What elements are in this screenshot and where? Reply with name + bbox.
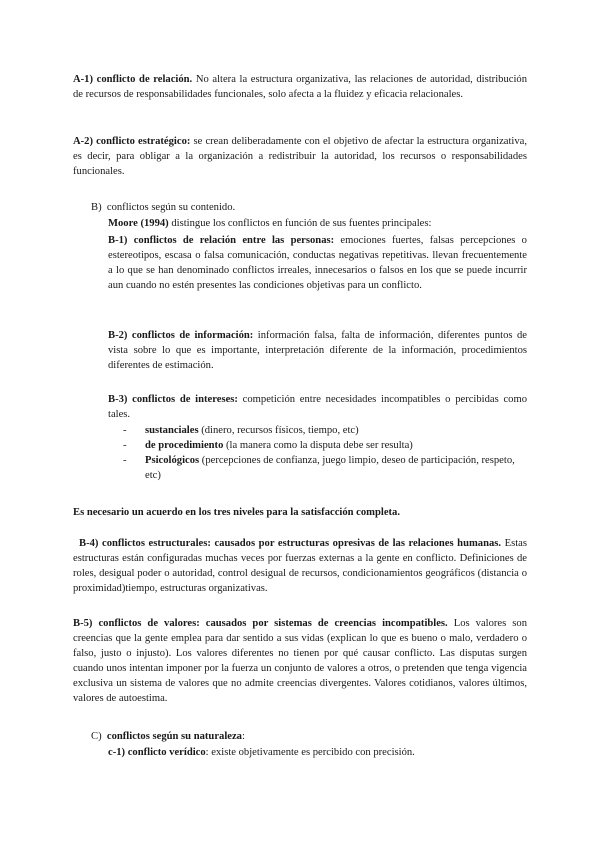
paragraph-moore — [108, 216, 527, 231]
section-c-heading — [91, 729, 245, 744]
b4-title: B-4) conflictos estructurales: causados por estructuras opresivas de las relaciones humanas. — [79, 538, 502, 549]
b3-text: competición entre necesidades incompatibles o percibidas como tales. — [108, 394, 527, 420]
paragraph-b3 — [108, 392, 527, 422]
list-dash: - — [123, 455, 127, 466]
list-item — [123, 423, 527, 438]
b4-text: Estas estructuras están configuradas muchas veces por fuerzas externas a la gente en conflicto. Definiciones de roles, desigual poder o autoridad, control desigual de recursos, condicionamientos geográficos (distancia o proximidad)tiempo, estructuras organizativas. — [73, 538, 527, 594]
section-b-marker: B) — [91, 202, 102, 213]
b1-title: B-1) conflictos de relación entre las personas: — [108, 235, 335, 246]
paragraph-c1 — [108, 745, 527, 760]
a1-title: A-1) conflicto de relación. — [73, 74, 193, 85]
list-item-title: de procedimiento — [145, 440, 224, 451]
list-dash: - — [123, 440, 127, 451]
paragraph-b5 — [73, 616, 527, 706]
list-item-title: Psicológicos — [145, 455, 200, 466]
section-b-title: conflictos según su contenido. — [106, 202, 236, 213]
paragraph-b2 — [108, 328, 527, 373]
list-item-title: sustanciales — [145, 425, 199, 436]
list-item-text: (la manera como la disputa debe ser resulta) — [223, 440, 413, 451]
c1-title: c-1) conflicto verídico — [108, 747, 206, 758]
paragraph-acuerdo — [73, 505, 527, 520]
a2-title: A-2) conflicto estratégico: — [73, 136, 191, 147]
c1-text: : existe objetivamente es percibido con precisión. — [205, 747, 415, 758]
list-item — [123, 453, 527, 483]
b2-text: información falsa, falta de información, diferentes puntos de vista sobre lo que es importante, interpretación diferente de la información, procedimientos diferentes de estimación. — [108, 330, 527, 371]
moore-title: Moore (1994) — [108, 218, 169, 229]
paragraph-a1 — [73, 72, 527, 102]
b2-title: B-2) conflictos de información: — [108, 330, 254, 341]
list-item — [123, 438, 527, 453]
moore-text: distingue los conflictos en función de sus fuentes principales: — [168, 218, 432, 229]
acuerdo-text: Es necesario un acuerdo en los tres niveles para la satisfacción completa. — [73, 507, 401, 518]
paragraph-b4 — [73, 536, 527, 596]
a2-text: se crean deliberadamente con el objetivo de afectar la estructura organizativa, es decir, para obligar a la organización a redistribuir la autoridad, los recursos o responsabilidades funcionales. — [73, 136, 528, 177]
b1-text: emociones fuertes, falsas percepciones o estereotipos, escasa o falsa comunicación, conductas negativas repetitivas. llevan frecuentemente a lo que se han denominado conflictos irreales, innecesarios o falsos en los que se puede incurrir aun cuando no estén presentes las condiciones objetivas para un conflicto. — [108, 235, 527, 291]
paragraph-b1 — [108, 233, 527, 293]
b5-title: B-5) conflictos de valores: causados por sistemas de creencias incompatibles. — [73, 618, 448, 629]
section-c-colon: : — [241, 731, 245, 742]
a1-text: No altera la estructura organizativa, las relaciones de autoridad, distribución de recursos de responsabilidades funcionales, solo afecta a la fluidez y eficacia relacionales. — [73, 74, 527, 100]
b3-list — [123, 423, 527, 483]
section-c-marker: C) — [91, 731, 102, 742]
paragraph-a2 — [73, 134, 527, 179]
section-b-heading — [91, 200, 235, 215]
list-item-text: (percepciones de confianza, juego limpio, deseo de participación, respeto, etc) — [145, 455, 515, 481]
b5-text: Los valores son creencias que la gente emplea para dar sentido a sus vidas (explican lo que es bueno o malo, verdadero o falso, justo o injusto). Los valores diferentes no tienen por qué causar conflicto. Las disputas surgen cuando unos intentan imponer por la fuerza un conjunto de valores a otros, o pretenden que tenga vigencia exclusiva un sistema de valores que no admite creencias divergentes. Valores cotidianos, valores últimos, valores de autoestima. — [73, 618, 527, 704]
list-dash: - — [123, 425, 127, 436]
list-item-text: (dinero, recursos físicos, tiempo, etc) — [198, 425, 359, 436]
section-c-title: conflictos según su naturaleza — [106, 731, 242, 742]
b3-title: B-3) conflictos de intereses: — [108, 394, 238, 405]
